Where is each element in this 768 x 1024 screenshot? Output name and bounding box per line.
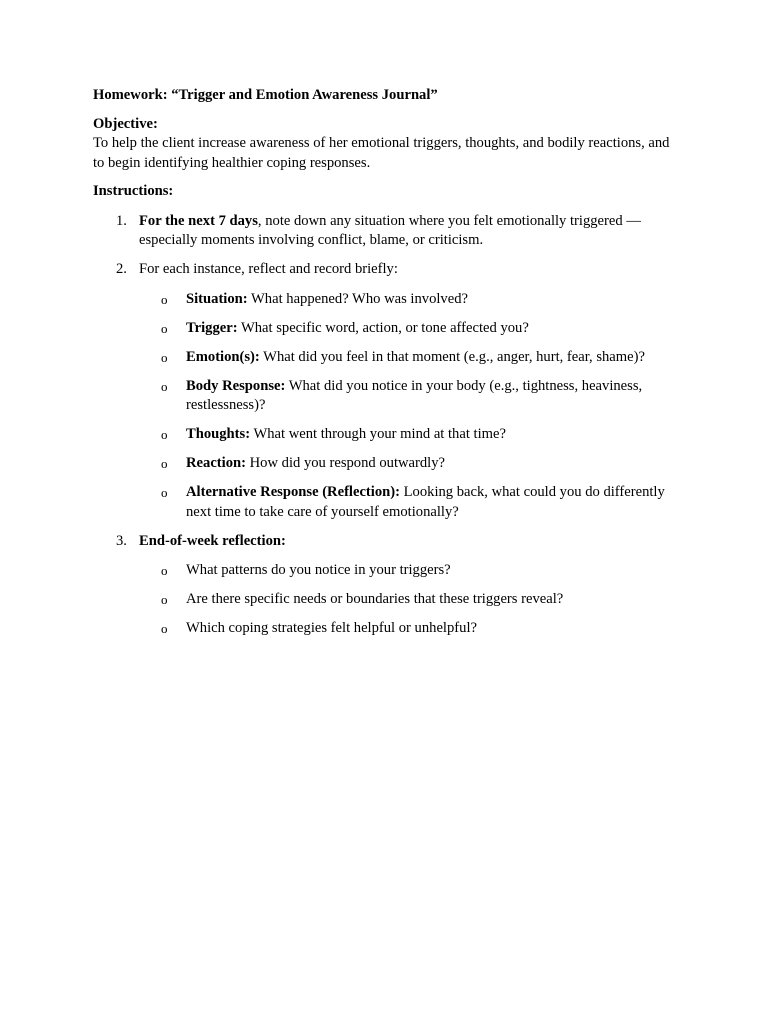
objective-label: Objective: [93, 115, 158, 132]
hollow-bullet-icon: o [161, 378, 168, 394]
objective-text: To help the client increase awareness of her emotional triggers, thoughts, and bodily reactions, and to begin identifying healthier coping responses. [93, 135, 670, 171]
list-item [139, 319, 683, 339]
hollow-bullet-icon: o [161, 291, 168, 307]
step-text: , note down any situation where you felt emotionally triggered — especially moments involving conflict, blame, or criticism. [139, 212, 641, 248]
hollow-bullet-icon: o [161, 427, 168, 442]
step-item-2 [93, 260, 683, 522]
hollow-bullet-icon: o [161, 349, 168, 365]
step-number: 1. [116, 212, 127, 229]
item-text: What did you feel in that moment (e.g., anger, hurt, fear, shame)? [259, 348, 645, 365]
item-label: Body Response: [186, 377, 286, 394]
list-item [139, 454, 683, 474]
list-item [139, 290, 683, 310]
item-label: Alternative Response (Reflection): [186, 484, 400, 500]
list-item [139, 483, 683, 522]
step-item-3 [93, 532, 683, 639]
item-text: Looking back, what could you do differently next time to take care of yourself emotionally? [186, 484, 665, 520]
step-bold-text: End-of-week reflection: [139, 532, 286, 549]
document-title: Homework: “Trigger and Emotion Awareness Journal” [93, 87, 438, 103]
hollow-bullet-icon: o [161, 320, 168, 336]
item-label: Emotion(s): [186, 348, 260, 365]
step-number: 3. [116, 532, 127, 549]
list-item [139, 425, 683, 445]
item-label: Thoughts: [186, 426, 251, 442]
item-text: Which coping strategies felt helpful or unhelpful? [186, 620, 477, 636]
step-number: 2. [116, 261, 127, 277]
list-item [139, 590, 683, 610]
hollow-bullet-icon: o [161, 621, 168, 636]
item-text: What happened? Who was involved? [247, 290, 468, 307]
step-bold-text: For the next 7 days [139, 212, 258, 229]
step-text: For each instance, reflect and record briefly: [139, 261, 398, 277]
item-label: Reaction: [186, 455, 246, 471]
list-item [139, 348, 683, 368]
hollow-bullet-icon: o [161, 563, 168, 578]
hollow-bullet-icon: o [161, 592, 168, 607]
item-text: What went through your mind at that time? [250, 426, 506, 442]
step-3-sublist [139, 561, 683, 639]
hollow-bullet-icon: o [161, 485, 168, 500]
list-item [139, 561, 683, 581]
item-text: How did you respond outwardly? [245, 455, 445, 471]
instructions-label: Instructions: [93, 183, 174, 199]
step-item-1 [93, 212, 683, 251]
list-item [139, 377, 683, 416]
step-2-sublist [139, 290, 683, 523]
item-text: What specific word, action, or tone affected you? [237, 319, 529, 336]
list-item [139, 619, 683, 639]
item-text: What did you notice in your body (e.g., tightness, heaviness, restlessness)? [186, 377, 643, 413]
item-text: What patterns do you notice in your triggers? [186, 562, 451, 578]
item-label: Situation: [186, 290, 248, 307]
item-text: Are there specific needs or boundaries that these triggers reveal? [186, 591, 564, 607]
hollow-bullet-icon: o [161, 456, 168, 471]
item-label: Trigger: [186, 319, 238, 336]
document-page [93, 86, 683, 648]
instruction-steps [93, 212, 683, 639]
